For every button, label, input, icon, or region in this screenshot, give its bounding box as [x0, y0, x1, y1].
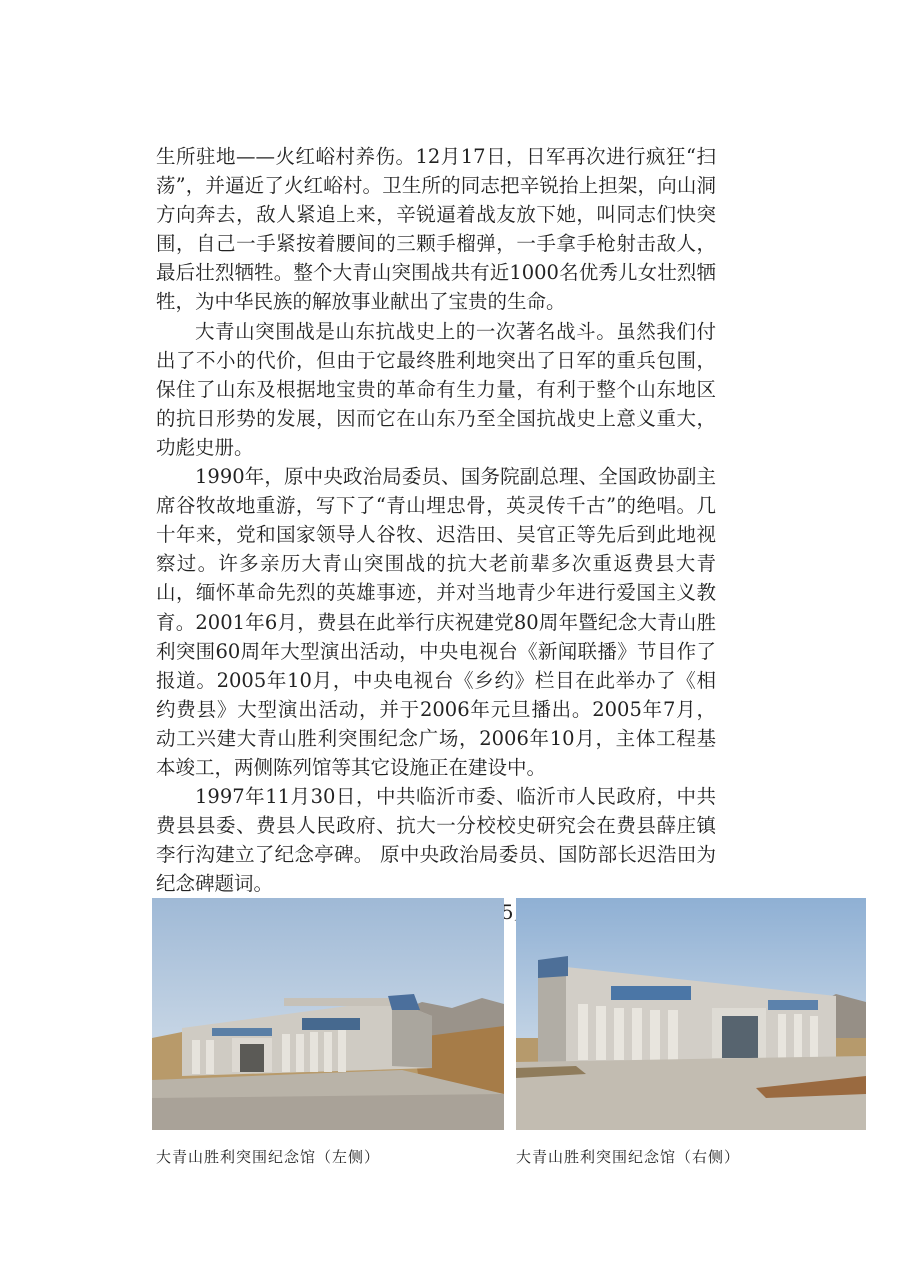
- caption-right: 大青山胜利突围纪念馆（右侧）: [516, 1148, 741, 1166]
- paragraph-1: 生所驻地——火红峪村养伤。12月17日，日军再次进行疯狂“扫荡”，并逼近了火红峪村。卫生所的同志把辛锐抬上担架，向山洞方向奔去，敌人紧追上来，辛锐逼着战友放下她，叫同志们快突围，自己一手紧按着腰间的三颗手榴弹，一手拿手枪射击敌人，最后壮烈牺牲。整个大青山突围战共有近1000名优秀儿女壮烈牺牲，为中华民族的解放事业献出了宝贵的生命。: [156, 145, 716, 314]
- article-body: [156, 142, 716, 957]
- paragraph-4: 1997年11月30日，中共临沂市委、临沂市人民政府，中共费县县委、费县人民政府、抗大一分校校史研究会在费县薛庄镇李行沟建立了纪念亭碑。 原中央政治局委员、国防部长迟浩田为纪念碑题词。: [156, 785, 716, 896]
- memorial-hall-left-photo: [152, 898, 504, 1130]
- caption-left: 大青山胜利突围纪念馆（左侧）: [156, 1148, 381, 1166]
- paragraph-3: 1990年，原中央政治局委员、国务院副总理、全国政协副主席谷牧故地重游，写下了“青山埋忠骨，英灵传千古”的绝唱。几十年来，党和国家领导人谷牧、迟浩田、吴官正等先后到此地视察过。许多亲历大青山突围战的抗大老前辈多次重返费县大青山，缅怀革命先烈的英雄事迹，并对当地青少年进行爱国主义教育。2001年6月，费县在此举行庆祝建党80周年暨纪念大青山胜利突围60周年大型演出活动，中央电视台《新闻联播》节目作了报道。2005年10月，中央电视台《乡约》栏目在此举办了《相约费县》大型演出活动，并于2006年元旦播出。2005年7月，动工兴建大青山胜利突围纪念广场，2006年10月，主体工程基本竣工，两侧陈列馆等其它设施正在建设中。: [156, 465, 716, 779]
- memorial-hall-right-photo: [516, 898, 866, 1130]
- paragraph-2: 大青山突围战是山东抗战史上的一次著名战斗。虽然我们付出了不小的代价，但由于它最终胜利地突出了日军的重兵包围，保住了山东及根据地宝贵的革命有生力量，有利于整个山东地区的抗日形势的发展，因而它在山东乃至全国抗战史上意义重大，功彪史册。: [156, 319, 716, 459]
